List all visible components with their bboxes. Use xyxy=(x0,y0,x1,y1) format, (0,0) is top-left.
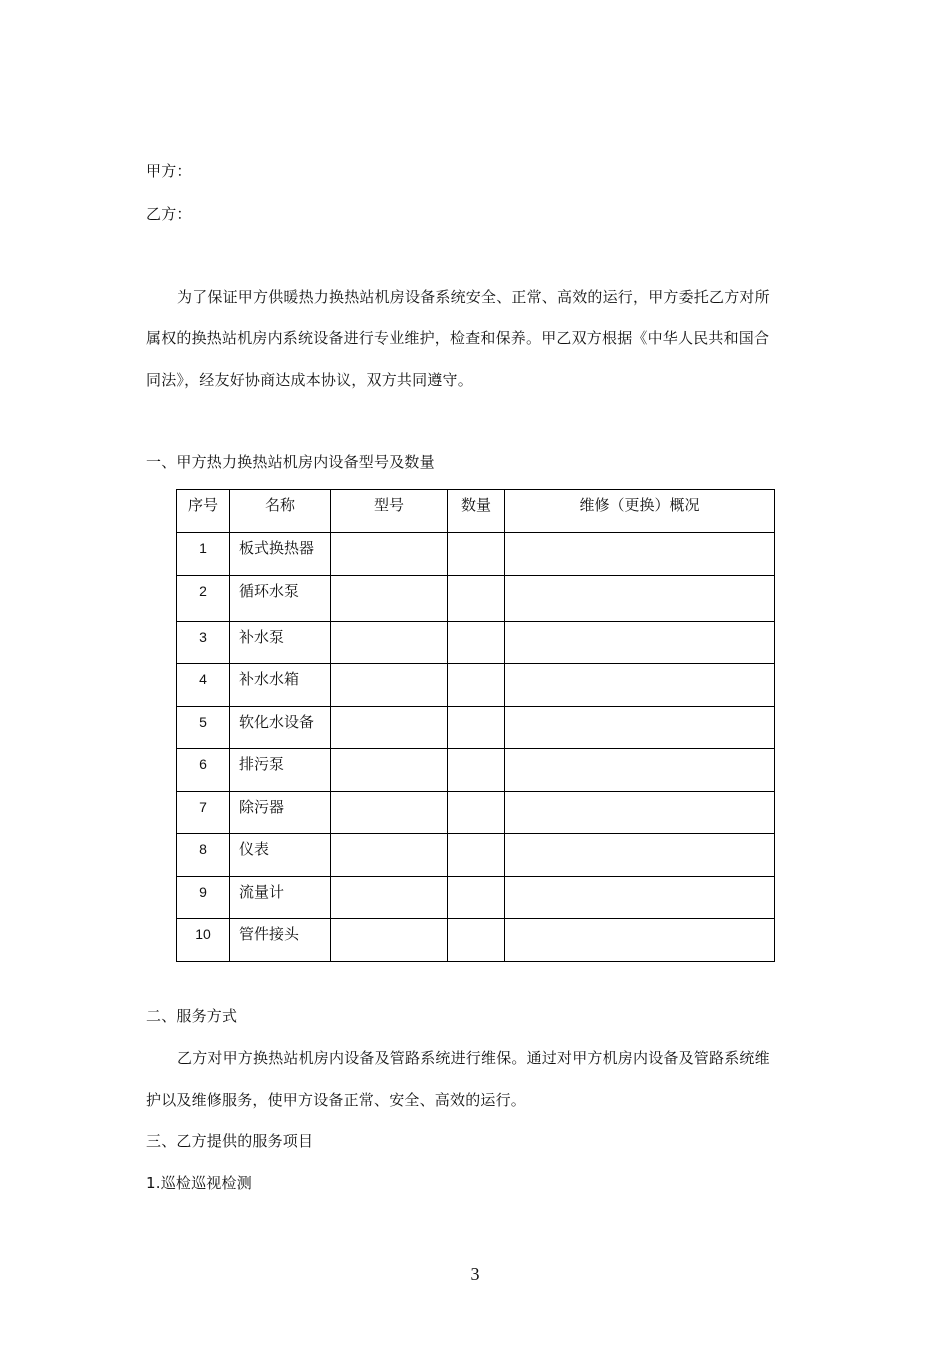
row-name: 循环水泵 xyxy=(230,576,331,622)
row-model-cell xyxy=(331,576,448,622)
row-name: 补水泵 xyxy=(230,622,331,664)
item-1-heading: 1.巡检巡视检测 xyxy=(146,1174,252,1192)
row-name: 软化水设备 xyxy=(230,707,331,749)
row-model-cell xyxy=(331,792,448,834)
party-a-label: 甲方： xyxy=(146,162,192,180)
table-row xyxy=(177,576,775,622)
row-no: 5 xyxy=(177,707,230,749)
row-model-cell xyxy=(331,919,448,962)
section1-title: 一、甲方热力换热站机房内设备型号及数量 xyxy=(146,453,435,471)
row-model-cell xyxy=(331,834,448,877)
party-b-label: 乙方： xyxy=(146,205,192,223)
row-quantity-cell xyxy=(448,622,505,664)
row-quantity-cell xyxy=(448,877,505,919)
section2-title: 二、服务方式 xyxy=(146,1007,238,1025)
table-row xyxy=(177,622,775,664)
row-no: 3 xyxy=(177,622,230,664)
section2-body-line-1: 乙方对甲方换热站机房内设备及管路系统进行维保。通过对甲方机房内设备及管路系统维 xyxy=(177,1049,770,1067)
row-repair-cell xyxy=(505,664,775,707)
table-row xyxy=(177,664,775,707)
table-row xyxy=(177,707,775,749)
table-row xyxy=(177,792,775,834)
row-name: 补水水箱 xyxy=(230,664,331,707)
row-repair-cell xyxy=(505,533,775,576)
row-model-cell xyxy=(331,533,448,576)
table-header-row xyxy=(177,490,775,533)
section3-title: 三、乙方提供的服务项目 xyxy=(146,1132,314,1150)
table-row xyxy=(177,919,775,962)
row-repair-cell xyxy=(505,707,775,749)
row-quantity-cell xyxy=(448,792,505,834)
intro-line-3: 同法》，经友好协商达成本协议，双方共同遵守。 xyxy=(146,371,473,389)
row-no: 4 xyxy=(177,664,230,707)
page-number: 3 xyxy=(470,1264,480,1284)
row-name: 排污泵 xyxy=(230,749,331,792)
row-name: 板式换热器 xyxy=(230,533,331,576)
header-repair-status: 维修（更换）概况 xyxy=(505,490,775,533)
row-model-cell xyxy=(331,707,448,749)
row-model-cell xyxy=(331,877,448,919)
row-quantity-cell xyxy=(448,664,505,707)
intro-line-1: 为了保证甲方供暖热力换热站机房设备系统安全、正常、高效的运行，甲方委托乙方对所 xyxy=(177,288,770,306)
row-quantity-cell xyxy=(448,919,505,962)
row-repair-cell xyxy=(505,834,775,877)
row-quantity-cell xyxy=(448,749,505,792)
row-name: 流量计 xyxy=(230,877,331,919)
row-model-cell xyxy=(331,622,448,664)
row-quantity-cell xyxy=(448,707,505,749)
table-row xyxy=(177,533,775,576)
header-no: 序号 xyxy=(177,490,230,533)
row-model-cell xyxy=(331,749,448,792)
row-quantity-cell xyxy=(448,576,505,622)
equipment-table xyxy=(176,489,775,962)
row-quantity-cell xyxy=(448,834,505,877)
row-name: 除污器 xyxy=(230,792,331,834)
row-no: 1 xyxy=(177,533,230,576)
header-quantity: 数量 xyxy=(448,490,505,533)
table-row xyxy=(177,834,775,877)
row-repair-cell xyxy=(505,919,775,962)
row-no: 7 xyxy=(177,792,230,834)
intro-line-2: 属权的换热站机房内系统设备进行专业维护，检查和保养。甲乙双方根据《中华人民共和国合 xyxy=(146,329,770,347)
header-name: 名称 xyxy=(230,490,331,533)
row-no: 9 xyxy=(177,877,230,919)
table-row xyxy=(177,877,775,919)
table-row xyxy=(177,749,775,792)
row-no: 6 xyxy=(177,749,230,792)
section2-body-line-2: 护以及维修服务，使甲方设备正常、安全、高效的运行。 xyxy=(146,1091,527,1109)
row-repair-cell xyxy=(505,749,775,792)
row-repair-cell xyxy=(505,576,775,622)
row-repair-cell xyxy=(505,877,775,919)
row-no: 2 xyxy=(177,576,230,622)
row-quantity-cell xyxy=(448,533,505,576)
row-no: 8 xyxy=(177,834,230,877)
row-name: 仪表 xyxy=(230,834,331,877)
header-model: 型号 xyxy=(331,490,448,533)
row-name: 管件接头 xyxy=(230,919,331,962)
row-repair-cell xyxy=(505,792,775,834)
row-no: 10 xyxy=(177,919,230,962)
row-repair-cell xyxy=(505,622,775,664)
row-model-cell xyxy=(331,664,448,707)
